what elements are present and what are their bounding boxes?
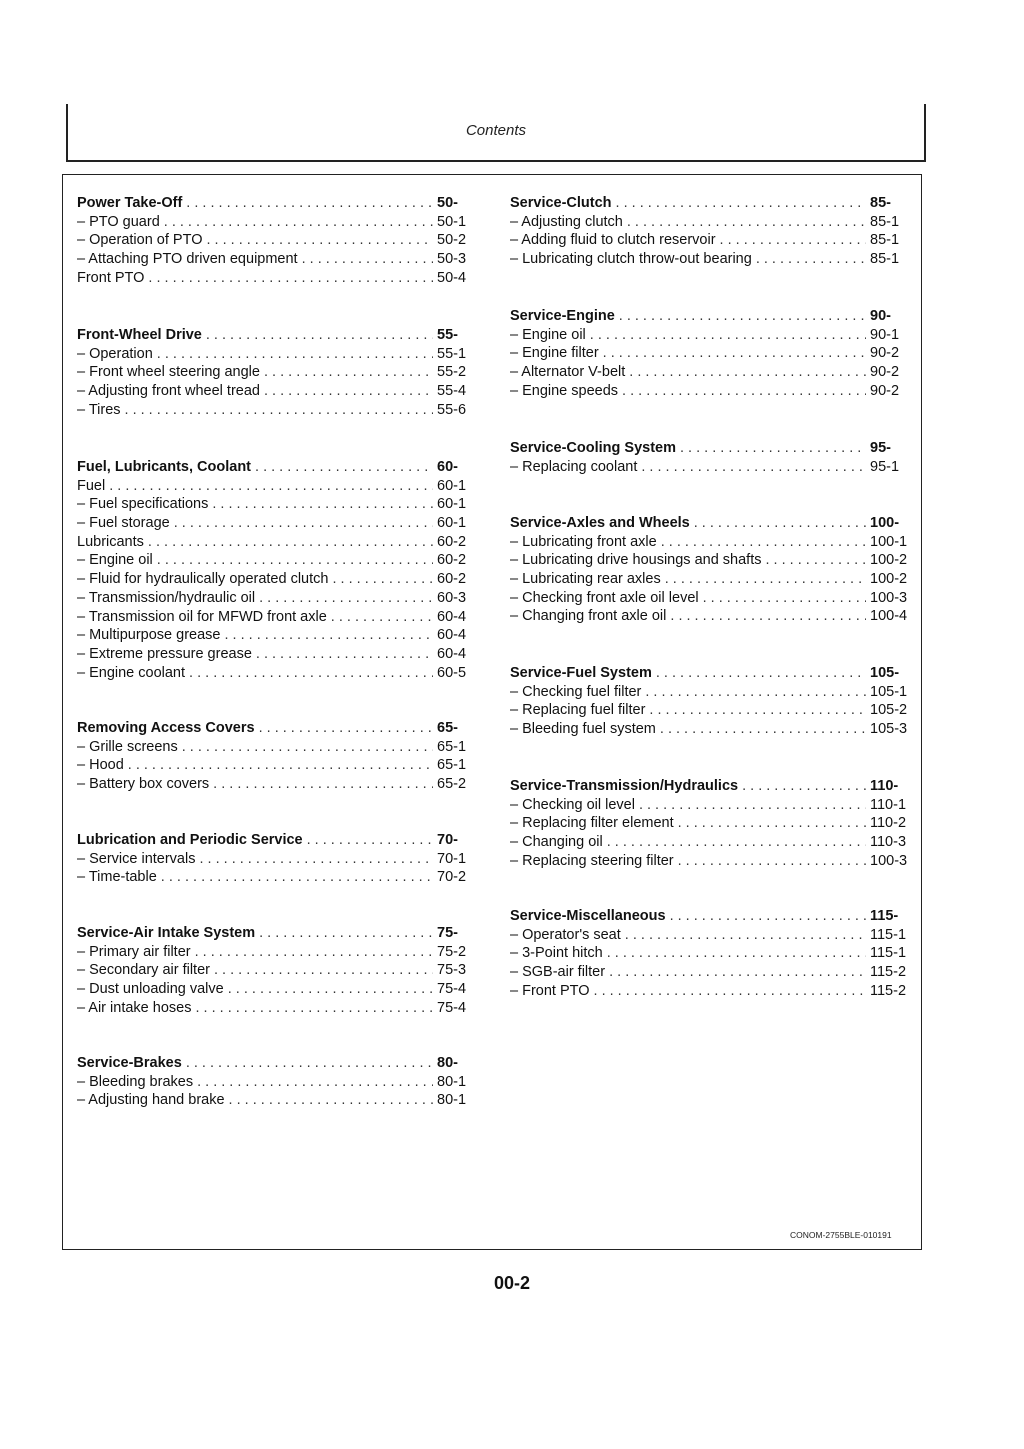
- toc-entry: [77, 477, 473, 496]
- toc-entry-page: 90-2: [870, 364, 900, 381]
- toc-entry: [510, 589, 906, 608]
- dot-leader: [649, 701, 866, 720]
- toc-entry: [510, 833, 906, 852]
- dot-leader: [228, 980, 433, 999]
- toc-entry-label: – Hood: [77, 757, 124, 774]
- toc-section-heading: [510, 514, 906, 533]
- toc-entry-label: Fuel, Lubricants, Coolant: [77, 459, 252, 475]
- dot-leader: [259, 589, 433, 608]
- toc-entry-page: 105-1: [870, 683, 908, 700]
- toc-entry-label: – Checking fuel filter: [510, 683, 642, 700]
- toc-section-heading: [510, 664, 906, 683]
- toc-entry-page: 90-2: [870, 382, 900, 399]
- toc-entry: [510, 814, 906, 833]
- dot-leader: [109, 477, 433, 496]
- toc-entry-page: 100-4: [870, 608, 908, 625]
- toc-entry-label: Service-Engine: [510, 308, 615, 324]
- toc-entry-label: – Front wheel steering angle: [77, 364, 260, 381]
- toc-entry-page: 60-1: [437, 496, 467, 513]
- toc-entry-label: – Adjusting clutch: [510, 213, 623, 230]
- toc-entry-page: 60-: [437, 459, 458, 475]
- toc-entry: [77, 589, 473, 608]
- toc-entry-label: Service-Fuel System: [510, 665, 652, 681]
- dot-leader: [125, 401, 433, 420]
- toc-entry: [77, 363, 473, 382]
- toc-section-heading: [510, 777, 906, 796]
- toc-entry: [77, 250, 473, 269]
- toc-entry-page: 85-1: [870, 213, 900, 230]
- toc-entry-page: 115-2: [870, 964, 907, 981]
- dot-leader: [616, 194, 866, 213]
- dot-leader: [609, 963, 866, 982]
- toc-entry: [77, 738, 473, 757]
- toc-entry-page: 50-1: [437, 213, 467, 230]
- dot-leader: [629, 363, 866, 382]
- dot-leader: [157, 551, 433, 570]
- toc-entry: [510, 213, 906, 232]
- toc-section-heading: [510, 194, 906, 213]
- toc-entry-label: – Replacing fuel filter: [510, 702, 646, 719]
- dot-leader: [694, 514, 866, 533]
- toc-entry-label: – Tires: [77, 401, 121, 418]
- dot-leader: [259, 924, 433, 943]
- toc-entry-page: 95-: [870, 440, 891, 456]
- toc-entry: [510, 250, 906, 269]
- toc-entry-label: Removing Access Covers: [77, 720, 255, 736]
- toc-entry-page: 75-4: [437, 999, 467, 1016]
- toc-entry-label: – Checking front axle oil level: [510, 589, 699, 606]
- toc-entry: [77, 382, 473, 401]
- toc-section: [77, 326, 473, 419]
- toc-entry: [77, 213, 473, 232]
- toc-entry: [510, 720, 906, 739]
- toc-entry-page: 85-1: [870, 232, 900, 249]
- toc-entry-label: – Adjusting front wheel tread: [77, 383, 260, 400]
- dot-leader: [665, 570, 866, 589]
- dot-leader: [224, 626, 433, 645]
- document-code: CONOM-2755BLE-010191: [790, 1230, 892, 1240]
- dot-leader: [186, 194, 433, 213]
- toc-entry-label: Service-Miscellaneous: [510, 908, 666, 924]
- toc-entry-page: 65-2: [437, 776, 467, 793]
- toc-entry-page: 65-1: [437, 738, 467, 755]
- toc-entry-label: – Engine oil: [510, 326, 586, 343]
- dot-leader: [627, 213, 866, 232]
- toc-entry: [77, 980, 473, 999]
- toc-entry-label: Service-Cooling System: [510, 440, 676, 456]
- toc-entry-page: 115-1: [870, 945, 907, 962]
- toc-entry: [77, 999, 473, 1018]
- toc-section: [510, 664, 906, 739]
- dot-leader: [720, 231, 866, 250]
- toc-entry: [77, 533, 473, 552]
- toc-section: [510, 907, 906, 1000]
- dot-leader: [678, 814, 866, 833]
- toc-entry-label: – Lubricating clutch throw-out bearing: [510, 251, 752, 268]
- toc-entry: [510, 683, 906, 702]
- dot-leader: [164, 213, 433, 232]
- toc-entry-page: 105-3: [870, 721, 908, 738]
- toc-entry-label: – Extreme pressure grease: [77, 645, 252, 662]
- toc-entry: [77, 775, 473, 794]
- toc-section: [510, 777, 906, 870]
- toc-entry-page: 60-4: [437, 608, 467, 625]
- dot-leader: [678, 852, 866, 871]
- toc-entry-page: 115-: [870, 908, 899, 924]
- toc-entry-page: 75-: [437, 925, 458, 941]
- dot-leader: [264, 363, 433, 382]
- toc-entry-label: Service-Transmission/Hydraulics: [510, 778, 739, 794]
- toc-entry-page: 100-2: [870, 552, 908, 569]
- toc-entry: [510, 701, 906, 720]
- toc-entry-label: Service-Axles and Wheels: [510, 515, 690, 531]
- dot-leader: [607, 833, 866, 852]
- toc-entry-label: – Changing oil: [510, 834, 603, 851]
- toc-entry-label: – Battery box covers: [77, 776, 210, 793]
- toc-section: [510, 439, 906, 476]
- toc-entry-page: 60-4: [437, 645, 467, 662]
- toc-entry-label: Service-Brakes: [77, 1055, 182, 1071]
- toc-entry-label: – Engine oil: [77, 552, 153, 569]
- toc-entry-label: – Service intervals: [77, 850, 196, 867]
- toc-entry-page: 55-2: [437, 364, 467, 381]
- toc-section: [77, 831, 473, 887]
- dot-leader: [229, 1091, 433, 1110]
- toc-entry-page: 60-1: [437, 515, 467, 532]
- dot-leader: [199, 850, 433, 869]
- toc-entry: [77, 1091, 473, 1110]
- toc-entry-label: Power Take-Off: [77, 195, 183, 211]
- dot-leader: [661, 533, 866, 552]
- toc-entry-label: – Lubricating drive housings and shafts: [510, 552, 762, 569]
- toc-entry: [77, 269, 473, 288]
- toc-entry: [510, 982, 906, 1001]
- toc-entry-label: – Operation: [77, 345, 153, 362]
- toc-entry: [77, 626, 473, 645]
- dot-leader: [619, 307, 866, 326]
- toc-entry-page: 75-2: [437, 943, 467, 960]
- toc-entry: [510, 607, 906, 626]
- toc-entry-label: – Engine coolant: [77, 664, 186, 681]
- toc-section: [77, 194, 473, 287]
- toc-entry-page: 100-3: [870, 852, 908, 869]
- dot-leader: [206, 326, 433, 345]
- toc-entry-label: – Replacing coolant: [510, 458, 638, 475]
- toc-entry-label: – Secondary air filter: [77, 962, 210, 979]
- toc-entry: [77, 756, 473, 775]
- toc-entry-label: – Transmission/hydraulic oil: [77, 589, 256, 606]
- toc-section-heading: [77, 719, 473, 738]
- dot-leader: [607, 944, 866, 963]
- toc-entry-label: Service-Air Intake System: [77, 925, 256, 941]
- toc-entry-page: 85-1: [870, 251, 900, 268]
- toc-entry-page: 100-1: [870, 533, 908, 550]
- toc-entry-page: 55-: [437, 327, 458, 343]
- toc-entry-page: 110-1: [870, 796, 907, 813]
- toc-entry-label: Lubrication and Periodic Service: [77, 832, 303, 848]
- toc-entry-page: 115-1: [870, 926, 907, 943]
- toc-entry-page: 55-1: [437, 345, 467, 362]
- toc-entry-label: – Bleeding fuel system: [510, 721, 656, 738]
- toc-entry: [510, 231, 906, 250]
- toc-entry-label: – PTO guard: [77, 213, 160, 230]
- toc-entry-label: – 3-Point hitch: [510, 945, 603, 962]
- toc-entry-page: 60-5: [437, 664, 467, 681]
- toc-entry: [77, 664, 473, 683]
- toc-entry-page: 90-: [870, 308, 891, 324]
- toc-entry-page: 115-2: [870, 982, 907, 999]
- toc-section-heading: [77, 831, 473, 850]
- toc-entry-label: – SGB-air filter: [510, 964, 606, 981]
- toc-entry-page: 90-2: [870, 345, 900, 362]
- toc-entry: [77, 1073, 473, 1092]
- dot-leader: [639, 796, 866, 815]
- dot-leader: [594, 982, 866, 1001]
- toc-entry-label: – Dust unloading valve: [77, 981, 224, 998]
- toc-entry-label: Lubricants: [77, 533, 144, 550]
- toc-entry: [77, 608, 473, 627]
- toc-entry-label: – Front PTO: [510, 982, 590, 999]
- dot-leader: [703, 589, 866, 608]
- toc-entry-label: – Alternator V-belt: [510, 364, 626, 381]
- toc-entry: [77, 850, 473, 869]
- toc-entry: [510, 458, 906, 477]
- toc-entry-page: 105-2: [870, 702, 908, 719]
- toc-section-heading: [77, 458, 473, 477]
- toc-entry-label: – Engine speeds: [510, 382, 619, 399]
- toc-entry-page: 65-: [437, 720, 458, 736]
- toc-entry-label: Service-Clutch: [510, 195, 612, 211]
- dot-leader: [670, 607, 866, 626]
- toc-section: [510, 194, 906, 269]
- toc-entry-label: – Grille screens: [77, 738, 178, 755]
- dot-leader: [148, 533, 433, 552]
- dot-leader: [645, 683, 866, 702]
- toc-entry-page: 60-1: [437, 477, 467, 494]
- toc-entry-page: 100-2: [870, 571, 908, 588]
- toc-entry-page: 55-4: [437, 383, 467, 400]
- toc-entry: [77, 495, 473, 514]
- toc-section-heading: [510, 907, 906, 926]
- toc-entry-page: 50-3: [437, 251, 467, 268]
- toc-entry-label: – Multipurpose grease: [77, 627, 221, 644]
- toc-entry-page: 110-3: [870, 834, 907, 851]
- toc-entry: [510, 926, 906, 945]
- dot-leader: [256, 645, 433, 664]
- dot-leader: [625, 926, 866, 945]
- toc-entry-page: 60-2: [437, 552, 467, 569]
- dot-leader: [212, 495, 433, 514]
- toc-section-heading: [77, 924, 473, 943]
- dot-leader: [213, 775, 433, 794]
- page-header-title: Contents: [465, 122, 527, 139]
- toc-section: [77, 924, 473, 1017]
- dot-leader: [660, 720, 866, 739]
- toc-entry: [77, 868, 473, 887]
- toc-entry-page: 55-6: [437, 401, 467, 418]
- toc-entry-label: – Replacing steering filter: [510, 852, 674, 869]
- dot-leader: [195, 943, 433, 962]
- toc-entry: [77, 231, 473, 250]
- toc-entry-page: 95-1: [870, 458, 900, 475]
- toc-entry-label: – Operation of PTO: [77, 232, 203, 249]
- toc-entry-label: – Adjusting hand brake: [77, 1092, 225, 1109]
- toc-entry-page: 105-: [870, 665, 900, 681]
- page-number: 00-2: [493, 1273, 531, 1293]
- toc-entry-page: 110-2: [870, 815, 907, 832]
- header-box: [66, 104, 926, 162]
- toc-entry: [510, 363, 906, 382]
- toc-entry-page: 100-3: [870, 589, 908, 606]
- toc-entry-label: – Fuel storage: [77, 515, 170, 532]
- toc-entry: [510, 551, 906, 570]
- toc-entry: [77, 514, 473, 533]
- toc-entry-page: 75-3: [437, 962, 467, 979]
- dot-leader: [590, 326, 866, 345]
- toc-entry: [77, 401, 473, 420]
- toc-entry: [510, 570, 906, 589]
- toc-entry: [77, 645, 473, 664]
- dot-leader: [742, 777, 866, 796]
- dot-leader: [670, 907, 866, 926]
- toc-entry-label: – Operator's seat: [510, 926, 621, 943]
- toc-entry-label: – Changing front axle oil: [510, 608, 667, 625]
- toc-entry-label: – Primary air filter: [77, 943, 191, 960]
- toc-entry-page: 70-2: [437, 869, 467, 886]
- toc-entry-page: 80-1: [437, 1092, 467, 1109]
- toc-entry: [510, 382, 906, 401]
- toc-entry-label: – Adding fluid to clutch reservoir: [510, 232, 716, 249]
- toc-entry-label: – Bleeding brakes: [77, 1073, 194, 1090]
- dot-leader: [680, 439, 866, 458]
- toc-entry-label: Fuel: [77, 477, 106, 494]
- toc-entry-label: – Fuel specifications: [77, 496, 209, 513]
- toc-entry: [510, 963, 906, 982]
- dot-leader: [756, 250, 866, 269]
- toc-entry: [510, 533, 906, 552]
- toc-entry-page: 80-1: [437, 1073, 467, 1090]
- dot-leader: [197, 1073, 433, 1092]
- toc-entry-label: – Transmission oil for MFWD front axle: [77, 608, 327, 625]
- toc-entry-page: 70-1: [437, 850, 467, 867]
- dot-leader: [259, 719, 433, 738]
- toc-entry-page: 60-2: [437, 571, 467, 588]
- dot-leader: [622, 382, 866, 401]
- toc-section-heading: [77, 1054, 473, 1073]
- toc-entry-page: 80-: [437, 1055, 458, 1071]
- dot-leader: [332, 570, 433, 589]
- toc-entry: [77, 943, 473, 962]
- toc-section: [510, 307, 906, 400]
- toc-entry-label: – Time-table: [77, 869, 157, 886]
- dot-leader: [157, 345, 433, 364]
- toc-entry-page: 50-2: [437, 232, 467, 249]
- dot-leader: [186, 1054, 433, 1073]
- toc-section: [510, 514, 906, 626]
- toc-entry-label: – Checking oil level: [510, 796, 635, 813]
- dot-leader: [195, 999, 433, 1018]
- toc-entry-label: – Air intake hoses: [77, 999, 192, 1016]
- toc-entry-page: 60-4: [437, 627, 467, 644]
- dot-leader: [189, 664, 433, 683]
- toc-section: [77, 719, 473, 794]
- toc-entry-page: 60-3: [437, 589, 467, 606]
- toc-entry-page: 75-4: [437, 981, 467, 998]
- toc-entry: [510, 852, 906, 871]
- toc-entry: [510, 944, 906, 963]
- toc-entry-label: Front PTO: [77, 269, 145, 286]
- dot-leader: [302, 250, 433, 269]
- toc-entry-label: – Lubricating rear axles: [510, 571, 661, 588]
- toc-entry-label: – Replacing filter element: [510, 815, 674, 832]
- dot-leader: [255, 458, 433, 477]
- dot-leader: [148, 269, 433, 288]
- toc-entry: [77, 570, 473, 589]
- dot-leader: [331, 608, 433, 627]
- toc-entry-label: – Lubricating front axle: [510, 533, 657, 550]
- toc-entry-label: – Attaching PTO driven equipment: [77, 251, 298, 268]
- toc-entry: [510, 796, 906, 815]
- toc-entry: [77, 551, 473, 570]
- dot-leader: [307, 831, 433, 850]
- toc-entry-page: 110-: [870, 778, 899, 794]
- dot-leader: [641, 458, 866, 477]
- dot-leader: [766, 551, 867, 570]
- toc-entry-page: 70-: [437, 832, 458, 848]
- dot-leader: [161, 868, 433, 887]
- toc-entry: [510, 344, 906, 363]
- toc-section-heading: [510, 439, 906, 458]
- toc-entry-page: 50-4: [437, 269, 467, 286]
- dot-leader: [656, 664, 866, 683]
- toc-section-heading: [77, 326, 473, 345]
- dot-leader: [264, 382, 433, 401]
- toc-section: [77, 458, 473, 682]
- dot-leader: [206, 231, 433, 250]
- toc-entry-page: 85-: [870, 195, 891, 211]
- dot-leader: [174, 514, 433, 533]
- toc-section-heading: [510, 307, 906, 326]
- toc-section-heading: [77, 194, 473, 213]
- toc-entry-label: – Engine filter: [510, 345, 599, 362]
- toc-entry: [77, 961, 473, 980]
- toc-entry-page: 90-1: [870, 326, 900, 343]
- toc-entry-page: 50-: [437, 195, 458, 211]
- toc-section: [77, 1054, 473, 1110]
- toc-entry-page: 65-1: [437, 757, 467, 774]
- dot-leader: [214, 961, 433, 980]
- toc-entry-page: 60-2: [437, 533, 467, 550]
- toc-entry-label: – Fluid for hydraulically operated clutch: [77, 571, 329, 588]
- toc-entry: [77, 345, 473, 364]
- dot-leader: [603, 344, 866, 363]
- toc-entry-page: 100-: [870, 515, 900, 531]
- dot-leader: [128, 756, 433, 775]
- toc-entry-label: Front-Wheel Drive: [77, 327, 202, 343]
- toc-entry: [510, 326, 906, 345]
- dot-leader: [182, 738, 433, 757]
